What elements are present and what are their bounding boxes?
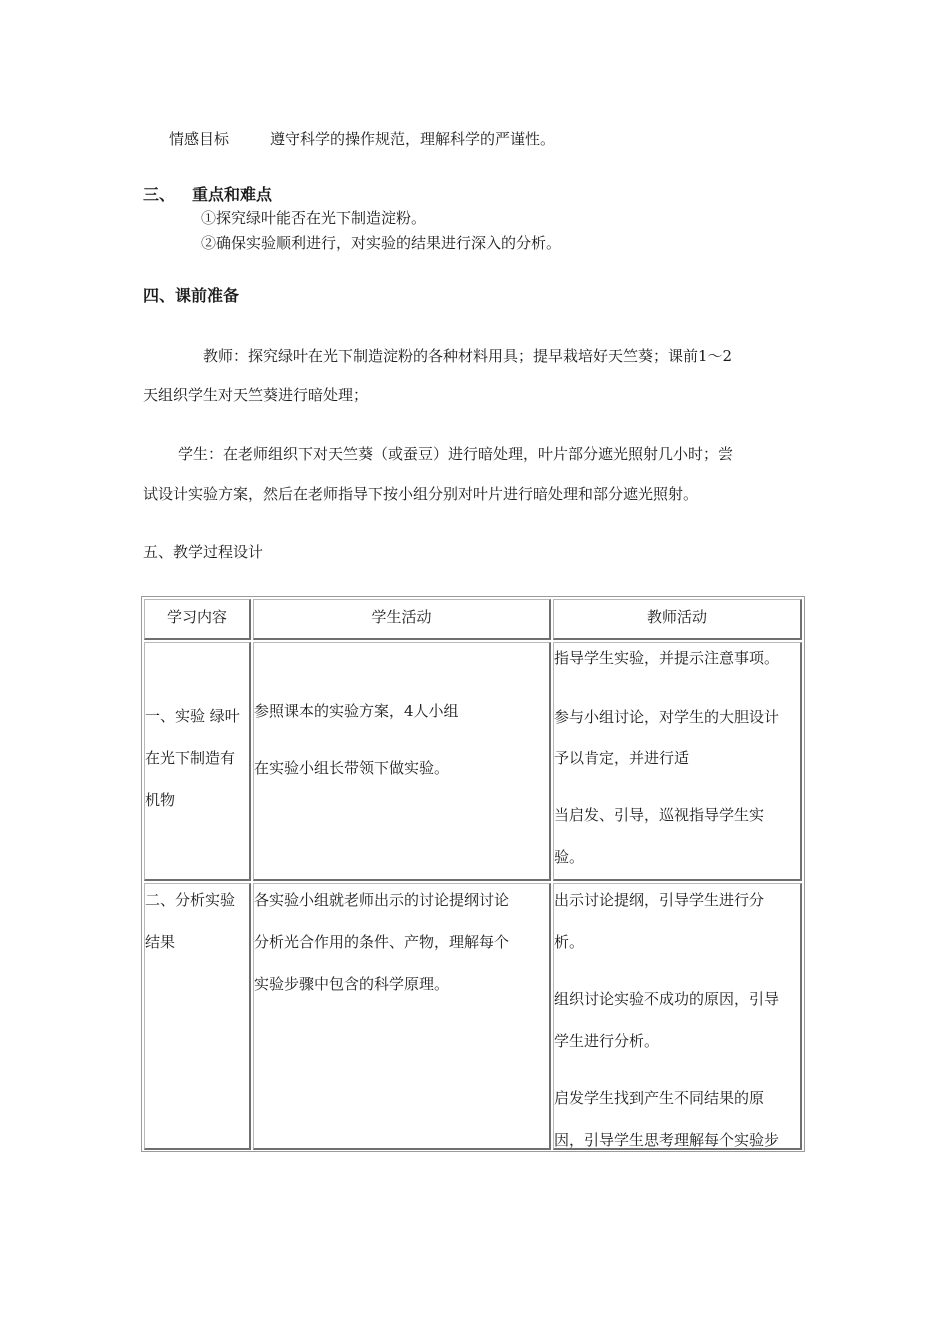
row2-student-line: 各实验小组就老师出示的讨论提纲讨论 [254, 891, 510, 909]
row2-content-line: 二、分析实验 [145, 891, 236, 909]
row1-content-line: 一、实验 绿叶 [145, 707, 240, 725]
row2-teacher-line: 启发学生找到产生不同结果的原 [554, 1089, 765, 1107]
emotional-goal-text: 遵守科学的操作规范，理解科学的严谨性。 [270, 130, 556, 148]
row2-teacher-line: 组织讨论实验不成功的原因，引导 [554, 990, 780, 1008]
row1-student-line: 在实验小组长带领下做实验。 [254, 759, 450, 777]
row2-student-line: 分析光合作用的条件、产物，理解每个 [254, 933, 510, 951]
row2-student-line: 实验步骤中包含的科学原理。 [254, 975, 450, 993]
row2-teacher-line: 因，引导学生思考理解每个实验步 [554, 1131, 780, 1149]
row1-teacher-line: 参与小组讨论，对学生的大胆设计 [554, 708, 780, 726]
section3-item-2: ②确保实验顺利进行，对实验的结果进行深入的分析。 [201, 234, 562, 252]
student-prep-line-2: 试设计实验方案，然后在老师指导下按小组分别对叶片进行暗处理和部分遮光照射。 [143, 485, 699, 503]
row1-student-line: 参照课本的实验方案，4人小组 [254, 702, 459, 720]
table-header-content: 学习内容 [144, 599, 251, 640]
row2-teacher-line: 学生进行分析。 [554, 1032, 660, 1050]
row1-teacher-line: 当启发、引导，巡视指导学生实 [554, 806, 765, 824]
table-row-1-teacher [553, 642, 802, 881]
table-header-teacher: 教师活动 [553, 599, 802, 640]
section4-title: 四、课前准备 [143, 286, 240, 305]
emotional-goal-label: 情感目标 [169, 130, 230, 148]
row1-content-line: 机物 [145, 791, 176, 809]
teacher-prep-line-2: 天组织学生对天竺葵进行暗处理； [143, 386, 369, 404]
table-row-2-teacher [553, 883, 802, 1150]
row1-teacher-line: 予以肯定，并进行适 [554, 749, 690, 767]
section3-title: 重点和难点 [192, 185, 273, 204]
row2-teacher-line: 析。 [554, 933, 585, 951]
table-row-2-content [144, 883, 251, 1150]
section3-item-1: ①探究绿叶能否在光下制造淀粉。 [201, 209, 427, 227]
row2-teacher-line: 出示讨论提纲，引导学生进行分 [554, 891, 765, 909]
table-row-2-student [253, 883, 551, 1150]
teacher-prep-line-1: 教师：探究绿叶在光下制造淀粉的各种材料用具；提早栽培好天竺葵；课前1～2 [203, 347, 733, 365]
table-row-1-student [253, 642, 551, 881]
table-row-1-content [144, 642, 251, 881]
student-prep-line-1: 学生：在老师组织下对天竺葵（或蚕豆）进行暗处理，叶片部分遮光照射几小时；尝 [178, 445, 734, 463]
row2-content-line: 结果 [145, 933, 176, 951]
row1-teacher-line: 验。 [554, 848, 585, 866]
row1-content-line: 在光下制造有 [145, 749, 236, 767]
section3-number: 三、 [143, 185, 176, 204]
section5-title: 五、教学过程设计 [143, 543, 264, 561]
table-header-student: 学生活动 [253, 599, 551, 640]
row1-teacher-line: 指导学生实验，并提示注意事项。 [554, 649, 780, 667]
